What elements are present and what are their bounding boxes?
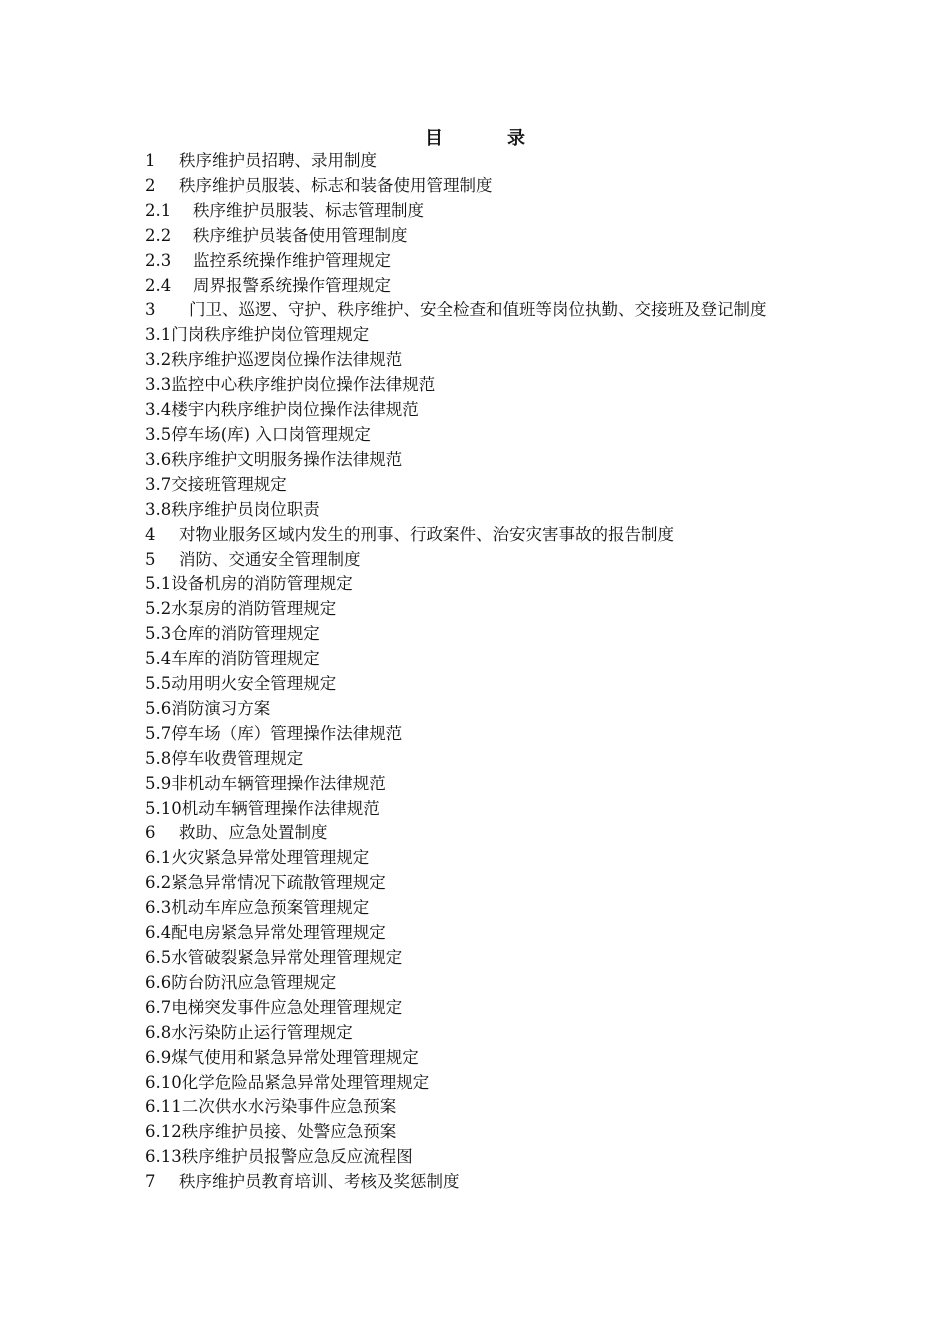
- toc-entry-number: 6.7: [145, 997, 172, 1017]
- toc-entry-text: 停车场(库) 入口岗管理规定: [171, 424, 371, 444]
- toc-entry-number: 5.2: [145, 599, 172, 619]
- toc-entry: [145, 821, 825, 846]
- toc-entry-number: 6.1: [145, 848, 172, 868]
- toc-entry: [145, 523, 825, 548]
- toc-entry: [145, 473, 825, 498]
- toc-entry: [145, 348, 825, 373]
- toc-entry-number: 6.9: [145, 1047, 172, 1067]
- toc-entry-text: 秩序维护员服装、标志管理制度: [193, 200, 424, 220]
- toc-entry-number: 3.8: [145, 499, 172, 519]
- toc-entry: [145, 548, 825, 573]
- toc-entry-text: 门岗秩序维护岗位管理规定: [171, 325, 370, 345]
- toc-entry: [145, 722, 825, 747]
- toc-entry-number: 6.8: [145, 1022, 172, 1042]
- toc-entry-number: 5.4: [145, 649, 172, 669]
- toc-entry: [145, 697, 825, 722]
- toc-entry: [145, 398, 825, 423]
- toc-entry-number: 2.3: [145, 250, 172, 270]
- toc-entry-text: 车库的消防管理规定: [171, 649, 320, 669]
- toc-entry: [145, 921, 825, 946]
- toc-entry-number: 5.9: [145, 773, 172, 793]
- toc-entry-number: 5.1: [145, 574, 172, 594]
- toc-entry: [145, 647, 825, 672]
- toc-entry-text: 门卫、巡逻、守护、秩序维护、安全检查和值班等岗位执勤、交接班及登记制度: [189, 300, 767, 320]
- toc-entry-text: 化学危险品紧急异常处理管理规定: [181, 1072, 430, 1092]
- toc-entry: [145, 622, 825, 647]
- toc-entry-text: 秩序维护员接、处警应急预案: [181, 1122, 397, 1142]
- toc-entry-number: 6.6: [145, 972, 172, 992]
- toc-entry: [145, 1046, 825, 1071]
- toc-entry-text: 设备机房的消防管理规定: [171, 574, 353, 594]
- toc-entry-number: 3.6: [145, 449, 172, 469]
- toc-entry-text: 楼宇内秩序维护岗位操作法律规范: [171, 400, 419, 420]
- toc-entry-text: 电梯突发事件应急处理管理规定: [171, 997, 403, 1017]
- toc-entry-text: 秩序维护巡逻岗位操作法律规范: [171, 350, 403, 370]
- toc-entry-number: 6.11: [145, 1097, 182, 1117]
- toc-entry-number: 3.7: [145, 474, 172, 494]
- toc-entry: [145, 373, 825, 398]
- toc-entry-number: 3.5: [145, 424, 172, 444]
- toc-entry-text: 消防、交通安全管理制度: [179, 549, 361, 569]
- toc-entry-number: 5.5: [145, 674, 172, 694]
- toc-entry-number: 2.2: [145, 225, 172, 245]
- toc-entry-number: 6.4: [145, 923, 172, 943]
- toc-entry-number: 7: [145, 1172, 156, 1192]
- toc-entry: [145, 871, 825, 896]
- toc-entry: [145, 1021, 825, 1046]
- toc-entry-text: 秩序维护员报警应急反应流程图: [181, 1147, 413, 1167]
- toc-entry-number: 6.10: [145, 1072, 182, 1092]
- toc-entry: [145, 747, 825, 772]
- toc-entry-text: 停车场（库）管理操作法律规范: [171, 723, 403, 743]
- toc-entry-number: 6.3: [145, 898, 172, 918]
- toc-entry: [145, 149, 825, 174]
- toc-entry-number: 3.2: [145, 350, 172, 370]
- toc-entry-text: 停车收费管理规定: [171, 748, 304, 768]
- toc-title-left: 目: [425, 128, 443, 149]
- toc-entry: [145, 946, 825, 971]
- toc-list: [145, 149, 825, 1195]
- toc-entry-text: 仓库的消防管理规定: [171, 624, 320, 644]
- toc-entry-text: 水泵房的消防管理规定: [171, 599, 337, 619]
- toc-entry-text: 秩序维护员服装、标志和装备使用管理制度: [179, 175, 493, 195]
- toc-entry-text: 机动车辆管理操作法律规范: [181, 798, 380, 818]
- toc-entry: [145, 996, 825, 1021]
- toc-entry: [145, 846, 825, 871]
- toc-entry-text: 紧急异常情况下疏散管理规定: [171, 873, 386, 893]
- toc-entry: [145, 1095, 825, 1120]
- toc-entry: [145, 1170, 825, 1195]
- toc-entry-number: 6.13: [145, 1147, 182, 1167]
- toc-entry: [145, 971, 825, 996]
- toc-entry: [145, 498, 825, 523]
- toc-entry-text: 二次供水水污染事件应急预案: [181, 1097, 397, 1117]
- toc-entry: [145, 448, 825, 473]
- toc-entry-text: 火灾紧急异常处理管理规定: [171, 848, 370, 868]
- toc-entry: [145, 1071, 825, 1096]
- toc-entry: [145, 298, 825, 323]
- toc-entry-number: 2.4: [145, 275, 172, 295]
- toc-entry-number: 6: [145, 823, 156, 843]
- toc-entry-text: 救助、应急处置制度: [179, 823, 328, 843]
- toc-entry-number: 3.4: [145, 400, 172, 420]
- toc-entry: [145, 1120, 825, 1145]
- toc-entry-number: 5.10: [145, 798, 182, 818]
- toc-entry-text: 交接班管理规定: [171, 474, 287, 494]
- toc-entry: [145, 174, 825, 199]
- toc-entry: [145, 323, 825, 348]
- toc-entry-text: 秩序维护员教育培训、考核及奖惩制度: [179, 1172, 460, 1192]
- toc-entry: [145, 423, 825, 448]
- toc-entry-number: 6.12: [145, 1122, 182, 1142]
- toc-entry: [145, 797, 825, 822]
- toc-entry: [145, 249, 825, 274]
- toc-entry-number: 6.2: [145, 873, 172, 893]
- toc-entry-text: 监控系统操作维护管理规定: [193, 250, 391, 270]
- toc-entry: [145, 274, 825, 299]
- toc-entry: [145, 224, 825, 249]
- toc-title: [0, 124, 950, 150]
- toc-entry: [145, 572, 825, 597]
- toc-entry-number: 2: [145, 175, 156, 195]
- toc-entry: [145, 896, 825, 921]
- toc-entry: [145, 199, 825, 224]
- toc-entry-text: 水污染防止运行管理规定: [171, 1022, 353, 1042]
- toc-entry: [145, 672, 825, 697]
- toc-entry-number: 5.6: [145, 698, 172, 718]
- toc-entry-number: 5.3: [145, 624, 172, 644]
- toc-entry-text: 秩序维护员岗位职责: [171, 499, 320, 519]
- toc-entry-text: 周界报警系统操作管理规定: [193, 275, 391, 295]
- toc-entry: [145, 772, 825, 797]
- toc-entry-number: 3.1: [145, 325, 172, 345]
- toc-entry-number: 2.1: [145, 200, 172, 220]
- toc-entry-text: 监控中心秩序维护岗位操作法律规范: [171, 375, 436, 395]
- toc-entry: [145, 597, 825, 622]
- toc-entry-number: 1: [145, 151, 156, 170]
- toc-entry-text: 防台防汛应急管理规定: [171, 972, 337, 992]
- toc-entry-number: 3.3: [145, 375, 172, 395]
- toc-entry-text: 秩序维护文明服务操作法律规范: [171, 449, 403, 469]
- toc-entry-text: 配电房紧急异常处理管理规定: [171, 923, 386, 943]
- toc-entry-number: 6.5: [145, 948, 172, 967]
- toc-entry-text: 动用明火安全管理规定: [171, 674, 337, 694]
- toc-entry: [145, 1145, 825, 1170]
- toc-entry-text: 秩序维护员装备使用管理制度: [193, 225, 408, 245]
- toc-entry-number: 5.7: [145, 723, 172, 743]
- toc-entry-text: 水管破裂紧急异常处理管理规定: [171, 948, 403, 967]
- toc-entry-number: 5: [145, 549, 156, 569]
- toc-entry-number: 5.8: [145, 748, 172, 768]
- toc-title-right: 录: [507, 128, 525, 149]
- toc-entry-number: 3: [145, 300, 156, 320]
- toc-entry-number: 4: [145, 524, 156, 544]
- toc-entry-text: 非机动车辆管理操作法律规范: [171, 773, 386, 793]
- toc-entry-text: 煤气使用和紧急异常处理管理规定: [171, 1047, 419, 1067]
- toc-entry-text: 机动车库应急预案管理规定: [171, 898, 370, 918]
- toc-entry-text: 对物业服务区域内发生的刑事、行政案件、治安灾害事故的报告制度: [179, 524, 674, 544]
- toc-entry-text: 秩序维护员招聘、录用制度: [179, 151, 377, 170]
- toc-entry-text: 消防演习方案: [171, 698, 271, 718]
